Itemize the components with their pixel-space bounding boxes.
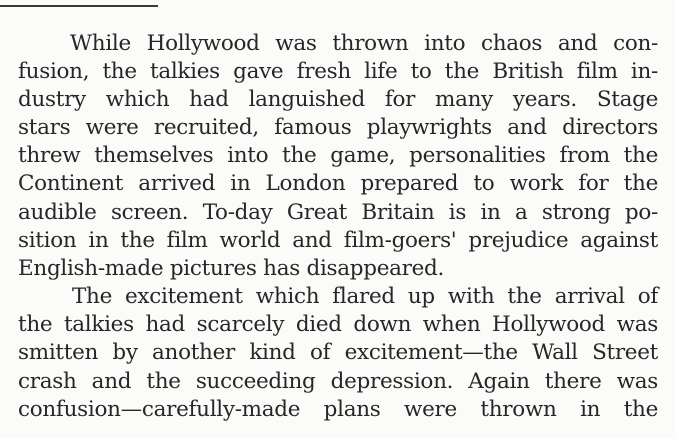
text-line: stars were recruited, famous playwrights and directors [18,115,658,140]
text-line: audible screen. To-day Great Britain is in a strong po- [18,200,658,225]
top-rule [0,5,158,7]
text-line: smitten by another kind of excitement—the Wall Street [18,340,658,365]
text-line: English-made pictures has disappeared. [18,256,445,281]
text-line: confusion—carefully-made plans were thrown in the [18,397,658,422]
text-line: Continent arrived in London prepared to work for the [18,171,658,196]
text-line: The excitement which flared up with the arrival of [72,284,658,309]
text-line: the talkies had scarcely died down when Hollywood was [18,312,658,337]
text-line: fusion, the talkies gave fresh life to the British film in- [18,59,658,84]
text-line: While Hollywood was thrown into chaos and con- [70,31,658,56]
text-line: sition in the film world and film-goers' prejudice against [18,228,658,253]
text-line: dustry which had languished for many years. Stage [18,87,658,112]
text-line: threw themselves into the game, personalities from the [18,143,658,168]
text-line: crash and the succeeding depression. Again there was [18,369,658,394]
